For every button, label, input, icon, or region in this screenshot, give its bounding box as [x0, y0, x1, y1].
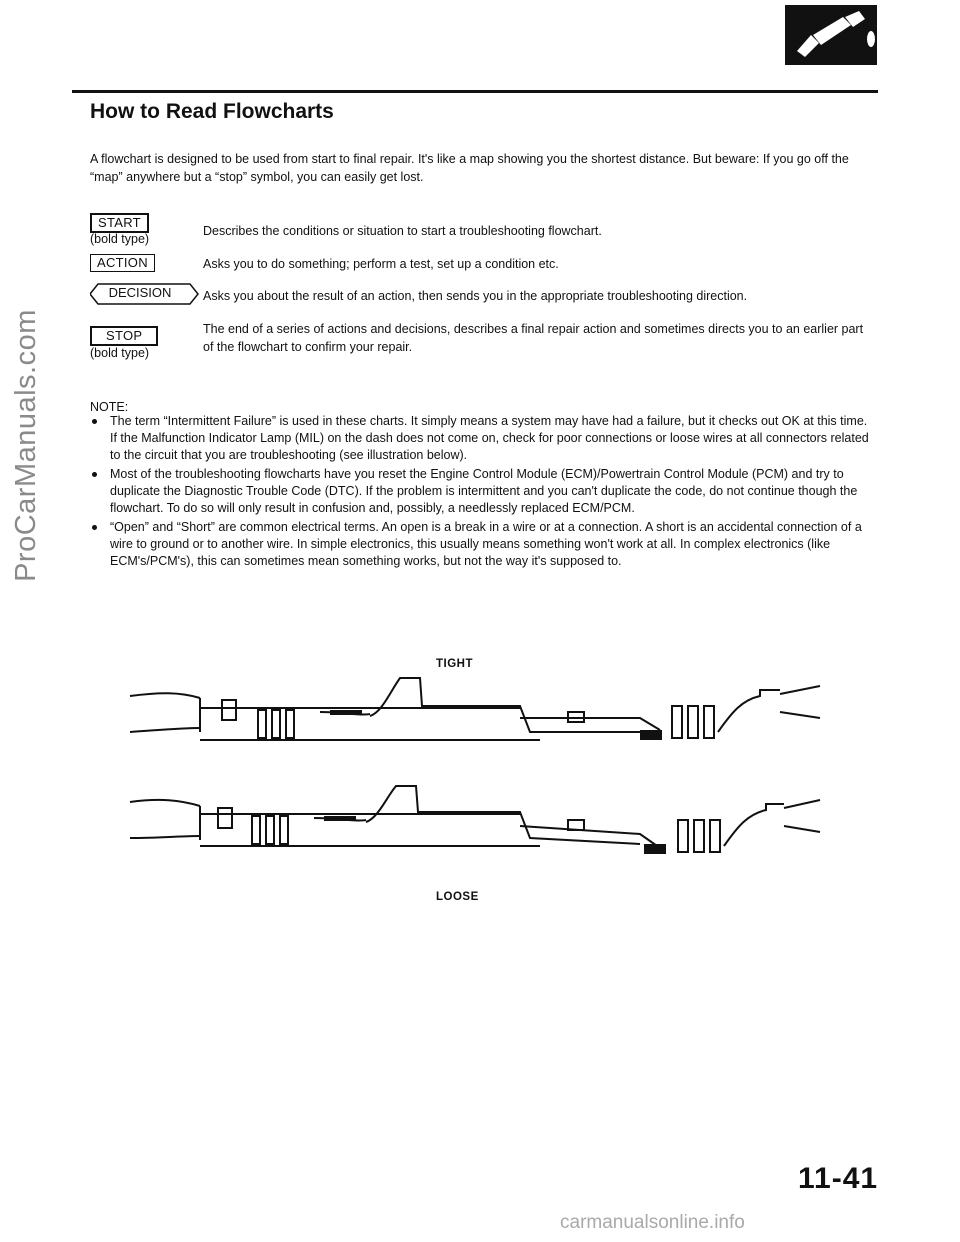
note-item-intermittent: The term “Intermittent Failure” is used in these charts. It simply means a system may have had a failure, but it checks out OK at this time. If the Malfunction Indicator Lamp (MIL) on the dash does not come on, check for poor connections or loose wires at all connectors related to the circuit that you are troubleshooting (see illustration below). [90, 413, 870, 464]
header-rule [72, 90, 878, 93]
loose-label: LOOSE [436, 891, 479, 903]
stop-symbol [90, 326, 158, 346]
stop-sublabel: (bold type) [90, 346, 150, 360]
action-symbol [90, 254, 155, 272]
decision-symbol [90, 283, 200, 305]
page-title: How to Read Flowcharts [90, 100, 334, 123]
start-symbol [90, 213, 149, 233]
decision-description: Asks you about the result of an action, then sends you in the appropriate troubleshooting direction. [203, 289, 748, 303]
intro-paragraph: A flowchart is designed to be used from start to final repair. It's like a map showing you the shortest distance. But beware: If you go off the “map” anywhere but a “stop” symbol, you can easily get lost. [90, 152, 849, 184]
note-item-open-short: “Open” and “Short” are common electrical terms. An open is a break in a wire or at a connection. A short is an accidental connection of a wire to ground or to another wire. In simple electronics, this usually means something won't work at all. In complex electronics (like ECM's/PCM's), this can sometimes mean something works, but not the way it's supposed to. [90, 519, 870, 570]
note-heading: NOTE: [90, 400, 129, 414]
loose-connector-illustration [120, 782, 830, 862]
tight-connector-illustration [120, 672, 830, 752]
start-sublabel: (bold type) [90, 232, 150, 246]
side-watermark-text: ProCarManuals.com [9, 308, 42, 582]
tight-label: TIGHT [436, 658, 473, 670]
side-watermark [6, 120, 46, 770]
stop-description: The end of a series of actions and decisions, describes a final repair action and sometimes directs you to an earlier part of the flowchart to confirm your repair. [203, 322, 864, 354]
bottom-watermark: carmanualsonline.info [560, 1212, 745, 1233]
note-list [90, 413, 870, 572]
note-item-reset-ecm: Most of the troubleshooting flowcharts have you reset the Engine Control Module (ECM)/Powertrain Control Module (PCM) and try to duplicate the Diagnostic Trouble Code (DTC). If the problem is intermittent and you can't duplicate the code, do not continue though the flowchart. To do so will only result in confusion and, possibly, a needlessly replaced ECM/PCM. [90, 466, 870, 517]
screwdriver-section-icon [785, 5, 877, 65]
decision-symbol-label: DECISION [108, 285, 172, 300]
stop-symbol-label: STOP [106, 328, 143, 343]
action-description: Asks you to do something; perform a test, set up a condition etc. [203, 257, 559, 271]
page-number: 11-41 [798, 1162, 879, 1195]
start-symbol-label: START [98, 215, 141, 230]
action-symbol-label: ACTION [97, 255, 148, 270]
start-description: Describes the conditions or situation to start a troubleshooting flowchart. [203, 224, 602, 238]
